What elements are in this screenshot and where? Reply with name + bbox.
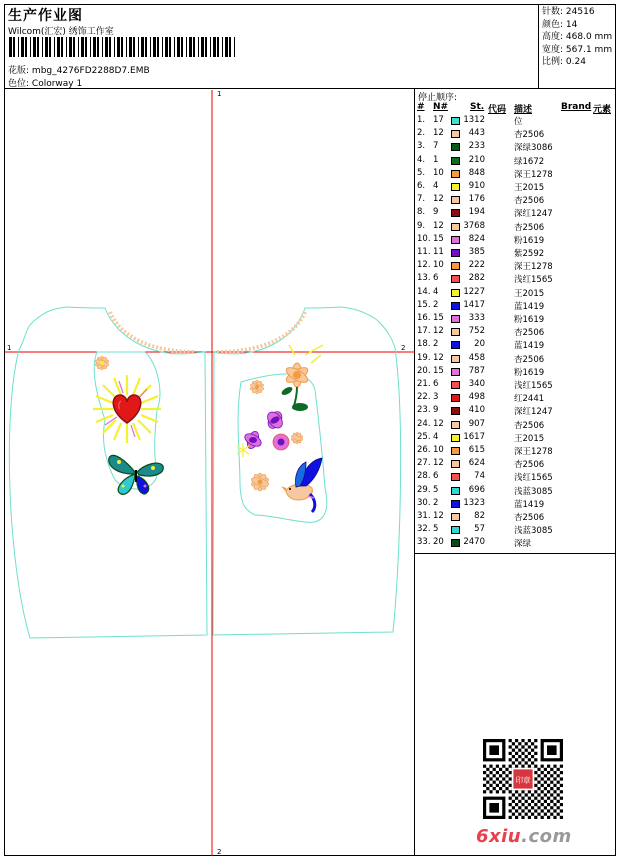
row-description: 深王1278 [514, 169, 553, 180]
row-needle: 17 [433, 115, 444, 125]
pink-flower-cluster [237, 409, 303, 457]
row-stitches: 1227 [463, 286, 485, 297]
col-header-brand: Brand [561, 102, 592, 112]
row-needle: 2 [433, 497, 439, 508]
row-description: 浅红1565 [514, 275, 553, 286]
small-flower-left [95, 356, 110, 370]
row-needle: 11 [433, 247, 444, 257]
row-description: 杏2506 [514, 420, 545, 431]
row-stitches: 498 [468, 392, 485, 403]
small-flower-right [250, 380, 265, 394]
row-needle: 12 [433, 194, 444, 205]
table-row [417, 194, 617, 207]
row-stitches: 2470 [463, 537, 485, 548]
stat-stitches: 针数: 24516 [542, 7, 595, 17]
row-description: 浅红1565 [514, 473, 553, 484]
color-swatch [451, 434, 460, 442]
row-needle: 15 [433, 233, 444, 244]
row-number: 29. [417, 484, 431, 495]
row-description: 深绿 [514, 539, 532, 550]
row-number: 26. [417, 445, 431, 455]
barcode [9, 37, 235, 57]
color-swatch [451, 355, 460, 363]
row-stitches: 1617 [463, 431, 485, 442]
row-stitches: 340 [468, 379, 485, 389]
company-name: Wilcom(汇宏) 绣饰工作室 [8, 27, 114, 37]
row-needle: 6 [433, 273, 439, 284]
guide-label-left: 1 [7, 344, 12, 352]
row-description: 杏2506 [514, 354, 545, 365]
row-number: 10. [417, 233, 431, 244]
row-number: 8. [417, 207, 426, 218]
qr-code [483, 739, 563, 819]
table-row [417, 155, 617, 168]
row-needle: 15 [433, 365, 444, 376]
row-stitches: 624 [468, 458, 485, 469]
row-needle: 12 [433, 326, 444, 337]
color-swatch [451, 289, 460, 297]
color-swatch [451, 315, 460, 323]
row-stitches: 824 [468, 233, 485, 244]
table-row [417, 366, 617, 379]
row-stitches: 210 [468, 154, 485, 165]
row-needle: 15 [433, 313, 444, 323]
row-needle: 9 [433, 405, 439, 416]
row-stitches: 233 [468, 141, 485, 152]
row-needle: 6 [433, 379, 439, 389]
stat-scale: 比例: 0.24 [542, 57, 586, 68]
row-needle: 9 [433, 207, 439, 218]
row-needle: 12 [433, 128, 444, 139]
col-header-desc: 描述 [514, 105, 533, 115]
row-needle: 10 [433, 167, 444, 178]
table-row [417, 392, 617, 405]
row-needle: 10 [433, 445, 444, 455]
table-row [417, 458, 617, 471]
table-row [417, 405, 617, 418]
row-needle: 1 [433, 154, 439, 165]
row-number: 19. [417, 352, 431, 363]
row-description: 杏2506 [514, 196, 545, 207]
row-number: 31. [417, 511, 431, 521]
row-stitches: 1417 [463, 299, 485, 310]
row-needle: 6 [433, 471, 439, 482]
guide-label-right: 2 [401, 344, 406, 352]
design-preview [5, 90, 415, 856]
color-swatch [451, 170, 460, 178]
table-row [417, 537, 617, 550]
row-number: 27. [417, 458, 431, 469]
row-description: 深绿3086 [514, 143, 553, 154]
row-description: 红2441 [514, 394, 545, 405]
table-row [417, 287, 617, 300]
page-title: 生产作业图 [8, 8, 83, 24]
color-swatch [451, 539, 460, 547]
bird [281, 458, 322, 512]
row-description: 浅蓝3085 [514, 526, 553, 537]
row-number: 6. [417, 181, 426, 191]
table-row [417, 419, 617, 432]
color-swatch [451, 328, 460, 336]
table-row [417, 300, 617, 313]
row-stitches: 696 [468, 484, 485, 495]
colorway-value: Colorway 1 [31, 79, 83, 89]
row-stitches: 20 [474, 339, 485, 350]
row-description: 杏2506 [514, 328, 545, 339]
table-row [417, 168, 617, 181]
row-number: 13. [417, 273, 431, 284]
row-description: 王2015 [514, 288, 545, 299]
stat-height: 高度: 468.0 mm [542, 32, 613, 43]
row-description: 绿1672 [514, 156, 545, 167]
table-row [417, 524, 617, 537]
table-row [417, 511, 617, 524]
row-needle: 2 [433, 339, 439, 350]
row-number: 32. [417, 524, 431, 535]
row-needle: 3 [433, 392, 439, 403]
row-needle: 12 [433, 418, 444, 429]
row-number: 24. [417, 418, 431, 429]
color-swatch [451, 302, 460, 310]
table-row [417, 141, 617, 154]
row-needle: 10 [433, 260, 444, 271]
row-needle: 12 [433, 458, 444, 469]
row-stitches: 615 [468, 445, 485, 455]
bottom-flower-right [250, 473, 269, 492]
row-stitches: 443 [468, 128, 485, 139]
guide-label-bottom: 2 [217, 848, 222, 856]
color-swatch [451, 130, 460, 138]
row-stitches: 410 [468, 405, 485, 416]
row-stitches: 3768 [463, 220, 485, 231]
color-swatch [451, 500, 460, 508]
row-number: 28. [417, 471, 431, 482]
row-number: 4. [417, 154, 426, 165]
row-stitches: 57 [474, 524, 485, 535]
row-number: 21. [417, 379, 431, 389]
stat-width: 宽度: 567.1 mm [542, 44, 613, 55]
row-needle: 5 [433, 524, 439, 535]
stats-divider [538, 4, 539, 88]
row-needle: 7 [433, 141, 439, 152]
row-number: 2. [417, 128, 426, 139]
table-row [417, 445, 617, 458]
row-stitches: 1323 [463, 497, 485, 508]
col-header-code: 代码 [488, 105, 507, 115]
table-row [417, 207, 617, 220]
color-swatch [451, 368, 460, 376]
color-swatch [451, 196, 460, 204]
row-description: 浅蓝3085 [514, 486, 553, 497]
neckline-trim-right [217, 312, 305, 352]
color-swatch [451, 157, 460, 165]
design-file-line [8, 63, 150, 76]
row-stitches: 458 [468, 352, 485, 363]
row-number: 3. [417, 141, 426, 152]
row-description: 杏2506 [514, 130, 545, 141]
row-needle: 2 [433, 299, 439, 310]
row-stitches: 333 [468, 313, 485, 323]
row-stitches: 385 [468, 247, 485, 257]
row-number: 11. [417, 247, 431, 257]
row-description: 深红1247 [514, 407, 553, 418]
table-row [417, 273, 617, 286]
row-number: 14. [417, 286, 431, 297]
row-number: 12. [417, 260, 431, 271]
table-row [417, 471, 617, 484]
row-description: 杏2506 [514, 222, 545, 233]
row-stitches: 787 [468, 365, 485, 376]
color-swatch [451, 183, 460, 191]
table-row [417, 498, 617, 511]
row-stitches: 910 [468, 181, 485, 191]
colorway-label: 色位: [8, 79, 30, 89]
row-description: 深红1247 [514, 209, 553, 220]
row-number: 23. [417, 405, 431, 416]
row-needle: 5 [433, 484, 439, 495]
row-description: 粉1619 [514, 235, 545, 246]
design-label: 花版: [8, 66, 30, 76]
row-number: 7. [417, 194, 426, 205]
stat-colors: 颜色: 14 [542, 19, 578, 30]
row-description: 王2015 [514, 183, 545, 193]
table-row [417, 247, 617, 260]
color-swatch [451, 236, 460, 244]
row-number: 16. [417, 313, 431, 323]
table-row [417, 181, 617, 194]
color-swatch [451, 381, 460, 389]
color-swatch [451, 460, 460, 468]
table-row [417, 128, 617, 141]
row-stitches: 222 [468, 260, 485, 271]
row-needle: 12 [433, 511, 444, 521]
col-header-needle: N# [433, 102, 449, 112]
row-needle: 12 [433, 352, 444, 363]
row-stitches: 907 [468, 418, 485, 429]
row-needle: 20 [433, 537, 444, 548]
table-row [417, 313, 617, 326]
stats-panel [542, 6, 612, 69]
row-description: 蓝1419 [514, 301, 545, 312]
col-header-num: # [417, 102, 425, 112]
row-description: 杏2506 [514, 460, 545, 471]
color-swatch [451, 473, 460, 481]
table-row [417, 432, 617, 445]
neckline-trim-left [110, 312, 195, 352]
row-stitches: 194 [468, 207, 485, 218]
color-swatch [451, 341, 460, 349]
row-description: 位 [514, 117, 523, 127]
colorway-line [8, 76, 82, 89]
site-logo: 6xiu.com [476, 826, 572, 847]
row-description: 杏2506 [514, 513, 545, 523]
color-swatch [451, 447, 460, 455]
row-description: 粉1619 [514, 367, 545, 378]
row-description: 浅红1565 [514, 381, 553, 391]
stop-sequence-title: 停止顺序: [418, 93, 458, 103]
row-number: 30. [417, 497, 431, 508]
row-stitches: 74 [474, 471, 485, 482]
color-swatch [451, 223, 460, 231]
color-swatch [451, 407, 460, 415]
seal-text: 印章 [515, 776, 531, 786]
row-stitches: 1312 [463, 115, 485, 125]
row-description: 深王1278 [514, 447, 553, 457]
color-swatch [451, 262, 460, 270]
row-stitches: 82 [474, 511, 485, 521]
row-needle: 4 [433, 431, 439, 442]
row-description: 蓝1419 [514, 341, 545, 352]
table-row [417, 221, 617, 234]
row-needle: 4 [433, 181, 439, 191]
row-number: 5. [417, 167, 426, 178]
row-needle: 4 [433, 286, 439, 297]
color-swatch [451, 513, 460, 521]
table-row [417, 234, 617, 247]
table-row [417, 260, 617, 273]
color-swatch [451, 487, 460, 495]
table-row [417, 115, 617, 128]
row-description: 王2015 [514, 433, 545, 444]
guide-label-top: 1 [217, 90, 222, 98]
row-number: 18. [417, 339, 431, 350]
row-number: 22. [417, 392, 431, 403]
color-swatch [451, 143, 460, 151]
heart-sunburst [93, 375, 161, 443]
row-number: 20. [417, 365, 431, 376]
color-swatch [451, 249, 460, 257]
table-row [417, 379, 617, 392]
color-swatch [451, 394, 460, 402]
color-swatch [451, 526, 460, 534]
row-needle: 12 [433, 220, 444, 231]
row-description: 深王1278 [514, 262, 553, 273]
row-description: 粉1619 [514, 315, 545, 325]
left-garment-panel [9, 307, 207, 638]
design-filename: mbg_4276FD2288D7.EMB [31, 66, 150, 76]
row-number: 1. [417, 115, 426, 125]
col-header-element: 元素 [593, 105, 612, 115]
color-swatch [451, 117, 460, 125]
row-description: 蓝1419 [514, 499, 545, 510]
table-row [417, 485, 617, 498]
row-stitches: 176 [468, 194, 485, 205]
table-row [417, 339, 617, 352]
row-number: 33. [417, 537, 431, 548]
row-number: 17. [417, 326, 431, 337]
row-number: 15. [417, 299, 431, 310]
color-swatch [451, 209, 460, 217]
color-swatch [451, 421, 460, 429]
row-number: 25. [417, 431, 431, 442]
row-description: 紫2592 [514, 249, 545, 259]
col-header-stitches: St. [470, 102, 485, 112]
row-stitches: 752 [468, 326, 485, 337]
header-divider [4, 88, 616, 89]
color-swatch [451, 275, 460, 283]
row-number: 9. [417, 220, 426, 231]
row-stitches: 848 [468, 167, 485, 178]
table-row [417, 326, 617, 339]
table-bottom-rule [414, 553, 616, 554]
row-stitches: 282 [468, 273, 485, 284]
table-row [417, 353, 617, 366]
